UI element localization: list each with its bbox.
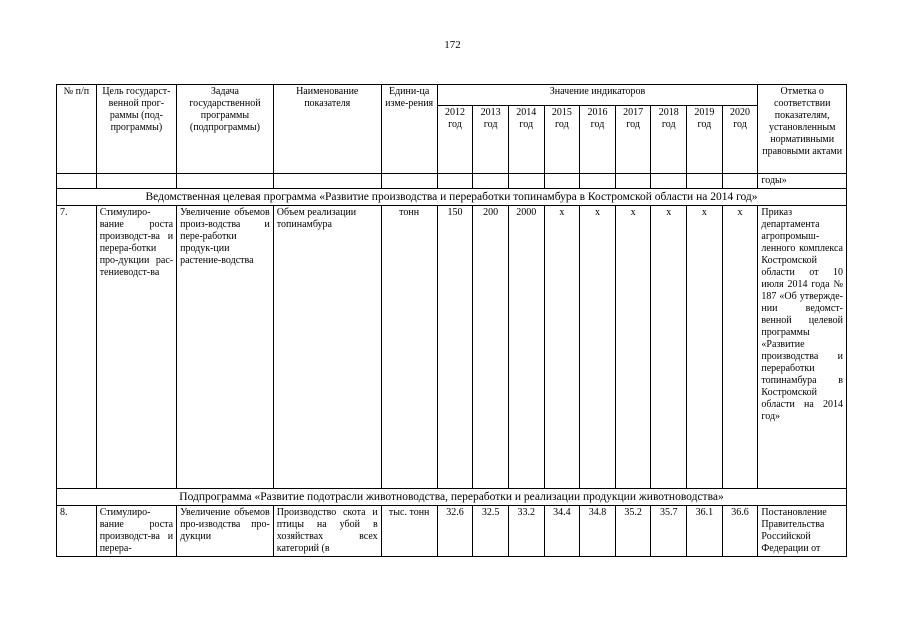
row-value: 33.2 (508, 506, 544, 557)
section-title: Подпрограмма «Развитие подотрасли животноводства, переработки и реализации продукции животноводства» (57, 489, 847, 506)
row-note: Приказ департамента агропромыш-ленного комплекса Костромской области от 10 июля 2014 года № 187 «Об утвержде-нии ведомст-венной целевой программы «Развитие производства и переработки топинамбура в Костромской области на 2014 год» (758, 206, 847, 489)
row-unit: тонн (381, 206, 437, 489)
table-row (57, 206, 847, 489)
row-goal: Стимулиро-вание роста производст-ва и перера- (96, 506, 176, 557)
row-number: 8. (57, 506, 97, 557)
row-value: 36.6 (722, 506, 758, 557)
header-year: 2014 год (508, 106, 544, 174)
section-title: Ведомственная целевая программа «Развитие производства и переработки топинамбура в Костромской области на 2014 год» (57, 189, 847, 206)
header-values-group: Значение индикаторов (437, 85, 758, 106)
row-indicator: Производство скота и птицы на убой в хозяйствах всех категорий (в (273, 506, 381, 557)
header-year: 2015 год (544, 106, 580, 174)
header-row-1 (57, 85, 847, 106)
row-value: х (687, 206, 723, 489)
row-value: 32.5 (473, 506, 509, 557)
row-value: 200 (473, 206, 509, 489)
header-indicator: Наименование показателя (273, 85, 381, 174)
header-year: 2013 год (473, 106, 509, 174)
row-value: х (580, 206, 616, 489)
row-value: х (651, 206, 687, 489)
row-value: 34.8 (580, 506, 616, 557)
section-title-row (57, 189, 847, 206)
row-value: 34.4 (544, 506, 580, 557)
row-note: Постановление Правительства Российской Федерации от (758, 506, 847, 557)
row-value: 150 (437, 206, 473, 489)
row-value: 35.2 (615, 506, 651, 557)
row-value: 35.7 (651, 506, 687, 557)
header-year: 2017 год (615, 106, 651, 174)
header-year: 2019 год (687, 106, 723, 174)
section-title-row (57, 489, 847, 506)
row-indicator: Объем реализации топинамбура (273, 206, 381, 489)
row-value: х (722, 206, 758, 489)
row-value: 32.6 (437, 506, 473, 557)
header-year: 2012 год (437, 106, 473, 174)
row-value: 2000 (508, 206, 544, 489)
row-number: 7. (57, 206, 97, 489)
row-unit: тыс. тонн (381, 506, 437, 557)
header-year: 2018 год (651, 106, 687, 174)
header-goal: Цель государст-венной прог-раммы (под-программы) (96, 85, 176, 174)
row-task: Увеличение объемов произ-водства и пере-работки продук-ции растение-водства (177, 206, 274, 489)
indicators-table (56, 84, 847, 557)
header-tail-row (57, 174, 847, 189)
row-goal: Стимулиро-вание роста производст-ва и перера-ботки про-дукции рас-тениеводст-ва (96, 206, 176, 489)
header-task: Задача государственной программы (подпрограммы) (177, 85, 274, 174)
row-value: х (544, 206, 580, 489)
page-number: 172 (444, 39, 461, 51)
row-task: Увеличение объемов про-изводства про-дукции (177, 506, 274, 557)
header-year: 2016 год (580, 106, 616, 174)
header-unit: Едини-ца изме-рения (381, 85, 437, 174)
header-num: № п/п (57, 85, 97, 174)
row-value: х (615, 206, 651, 489)
header-year: 2020 год (722, 106, 758, 174)
header-note: Отметка о соответствии показателям, установленным нормативными правовыми актами (758, 85, 847, 174)
row-value: 36.1 (687, 506, 723, 557)
header-note-tail: годы» (758, 174, 847, 189)
table-row (57, 506, 847, 557)
